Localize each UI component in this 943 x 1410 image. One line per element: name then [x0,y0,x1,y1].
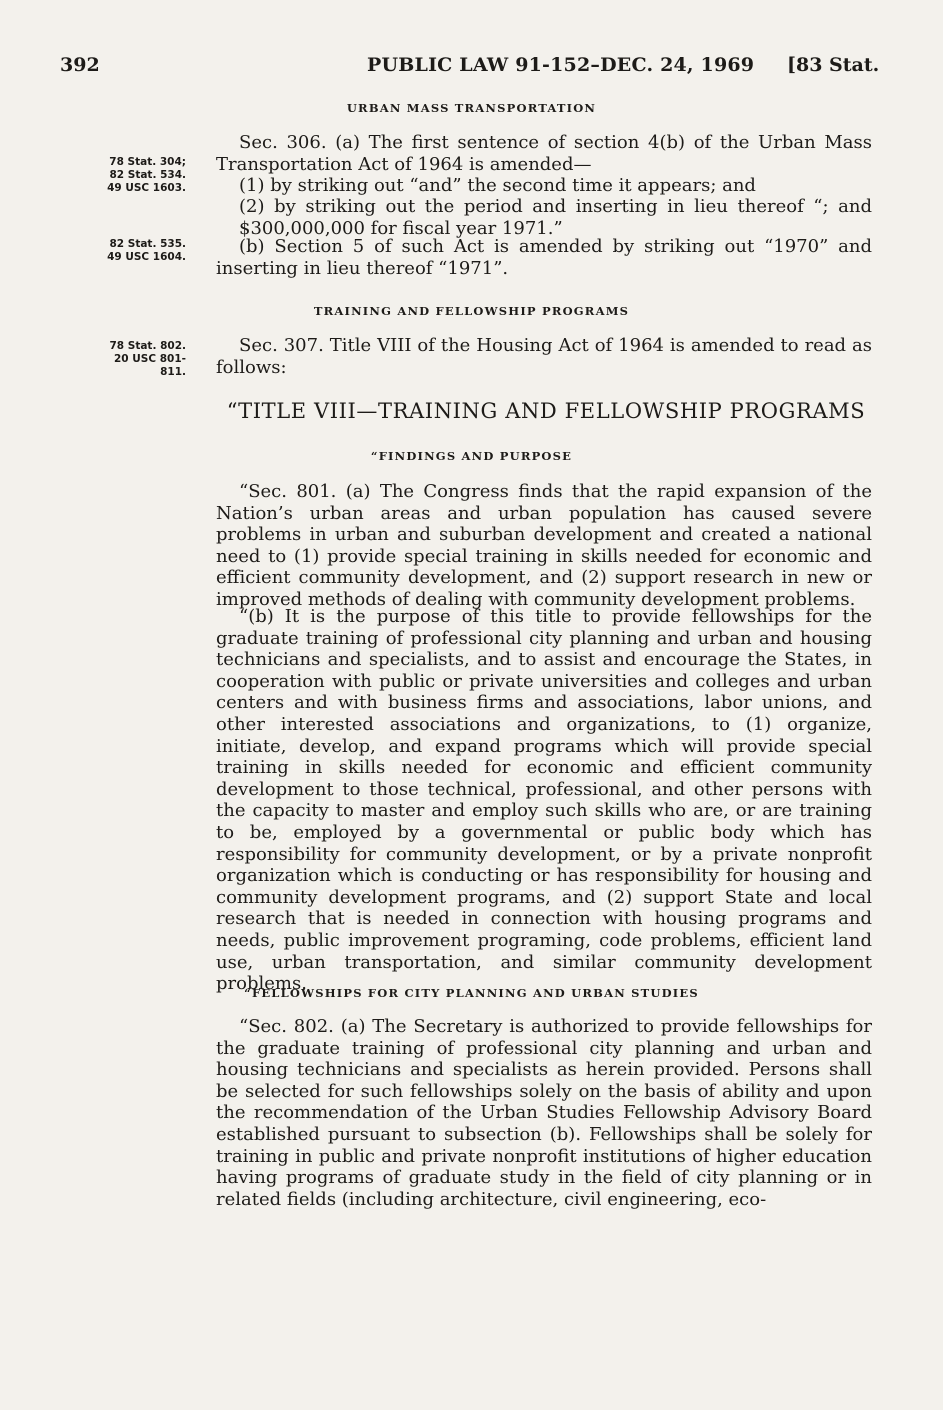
margin-note-line: 82 Stat. 535. [109,238,186,250]
sec307: Sec. 307. Title VIII of the Housing Act of 1964 is amended to read as follows: [216,335,872,378]
margin-note-1 [62,156,186,195]
margin-note-line: 20 USC 801- [114,353,186,365]
margin-note-line: 78 Stat. 802. [109,340,186,352]
margin-note-line: 82 Stat. 534. [109,169,186,181]
title-viii-heading: “TITLE VIII—TRAINING AND FELLOWSHIP PROGRAMS [226,399,866,423]
sec306-a-intro: Sec. 306. (a) The first sentence of section 4(b) of the Urban Mass Transportation Act of 1964 is amended— [216,132,872,175]
margin-note-2 [62,238,186,264]
sec306-item-1: (1) by striking out “and” the second time it appears; and [239,175,756,196]
margin-note-3 [62,340,186,379]
sec306-b: (b) Section 5 of such Act is amended by striking out “1970” and inserting in lieu thereof “1971”. [216,236,872,279]
sec801-b: “(b) It is the purpose of this title to provide fellowships for the graduate training of professional city planning and urban and housing technicians and specialists, and to assist and encourage the States, in cooperation with public or private universities and colleges and urban centers and with business firms and associations, labor unions, and other interested associations and organizations, to (1) organize, initiate, develop, and expand programs which will provide special training in skills needed for economic and efficient community development to those technical, professional, and other persons with the capacity to master and employ such skills who are, or are training to be, employed by a governmental or public body which has responsibility for community development, or by a private nonprofit organization which is conducting or has responsibility for housing and community development programs, and (2) support State and local research that is needed in connection with housing programs and needs, public improvement programing, code problems, efficient land use, urban transportation, and similar community development problems. [216,606,872,995]
fellowships-heading: “FELLOWSHIPS FOR CITY PLANNING AND URBAN STUDIES [244,986,699,1000]
margin-note-line: 49 USC 1603. [107,182,186,194]
margin-note-line: 49 USC 1604. [107,251,186,263]
sec802-a: “Sec. 802. (a) The Secretary is authorized to provide fellowships for the graduate training of professional city planning and urban and housing technicians and specialists as herein provided. Persons shall be selected for such fellowships solely on the basis of ability and upon the recommendation of the Urban Studies Fellowship Advisory Board established pursuant to subsection (b). Fellowships shall be solely for training in public and private nonprofit institutions of higher education having programs of graduate study in the field of city planning or in related fields (including architecture, civil engineering, eco- [216,1016,872,1210]
page-number: 392 [60,54,100,76]
margin-note-line: 811. [160,366,186,378]
sec306-item-2: (2) by striking out the period and inserting in lieu thereof “; and $300,000,000 for fiscal year 1971.” [239,196,872,239]
margin-note-line: 78 Stat. 304; [109,156,186,168]
tfp-heading: TRAINING AND FELLOWSHIP PROGRAMS [313,304,630,318]
sec801-a: “Sec. 801. (a) The Congress finds that the rapid expansion of the Nation’s urban areas and urban population has caused severe problems in urban and suburban development and created a national need to (1) provide special training in skills needed for economic and efficient community development, and (2) support research in new or improved methods of dealing with community development problems. [216,481,872,610]
running-title: PUBLIC LAW 91-152–DEC. 24, 1969 [367,54,755,76]
findings-heading: “FINDINGS AND PURPOSE [370,449,573,463]
umt-heading: URBAN MASS TRANSPORTATION [346,101,597,115]
stat-reference: [83 Stat. [787,54,880,76]
